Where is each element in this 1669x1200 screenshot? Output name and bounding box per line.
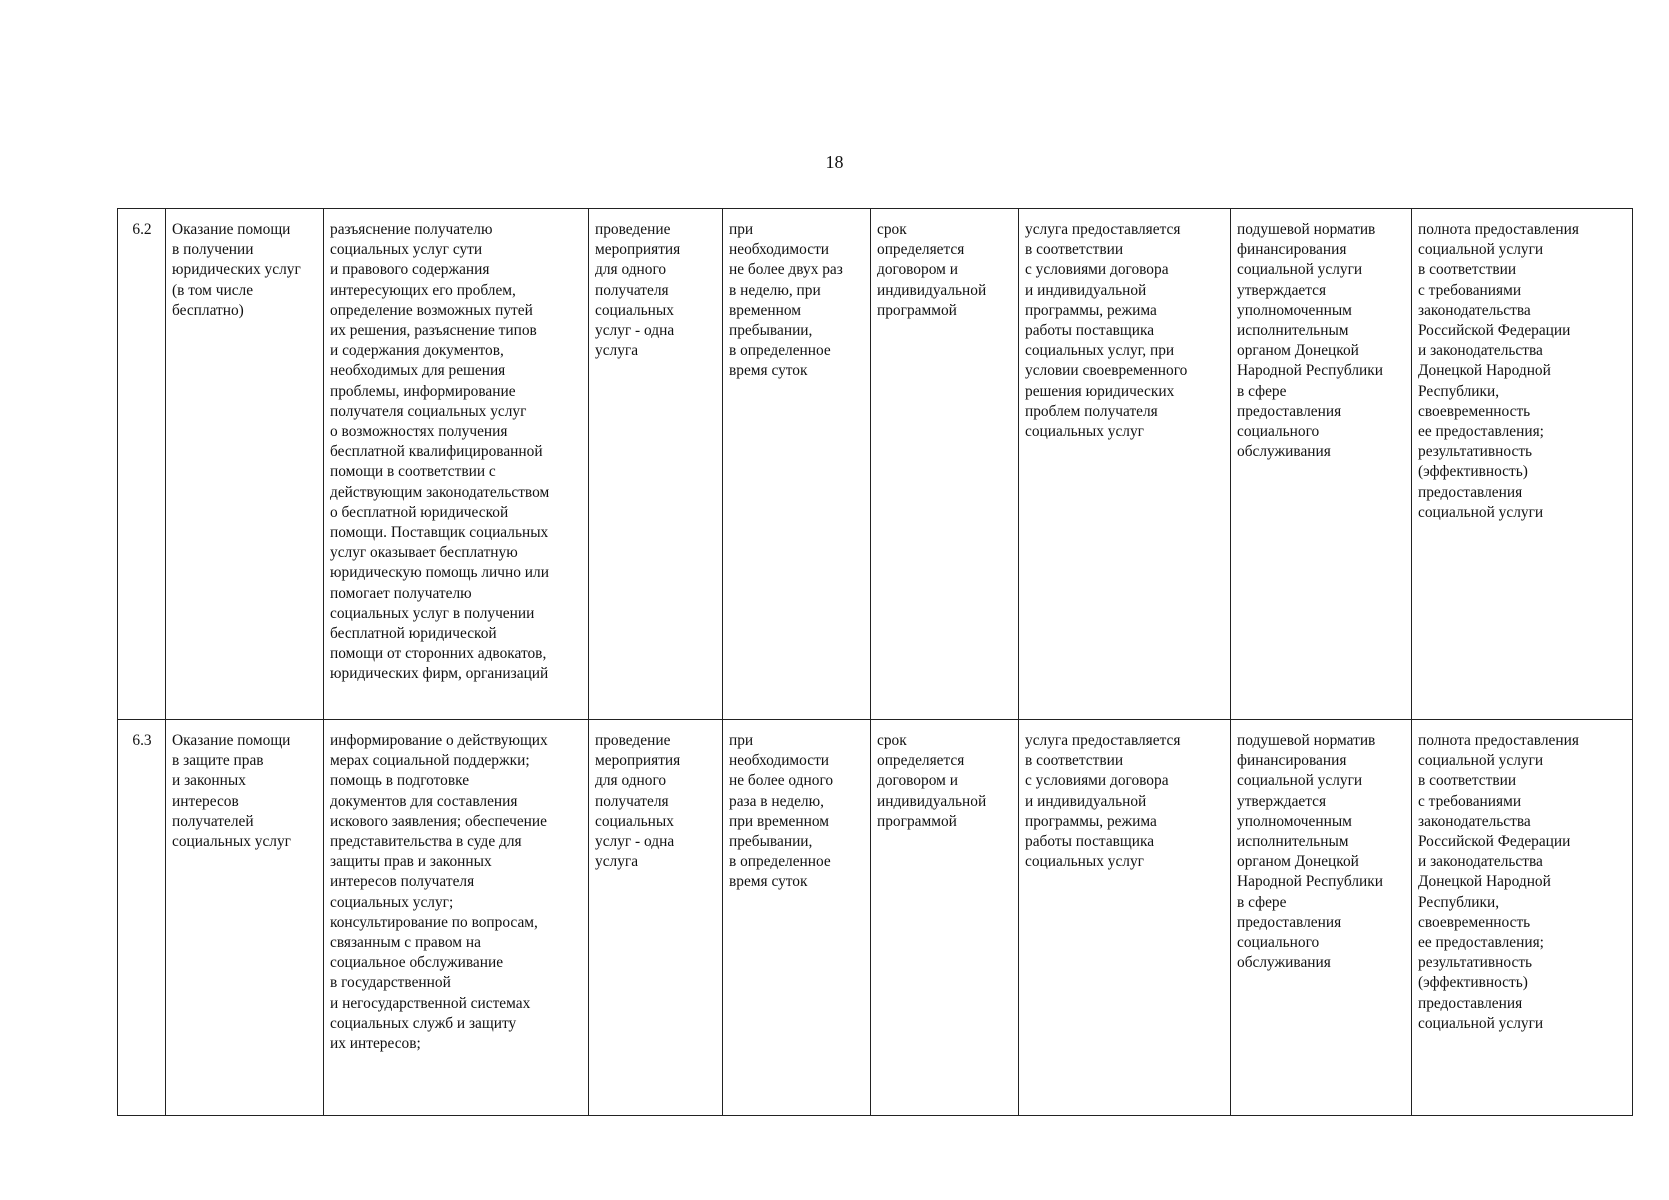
service-financing-cell: подушевой норматив финансирования социальной услуги утверждается уполномоченным исполнительным органом Донецкой Народной Республики в сфере предоставления социального обслуживания — [1231, 720, 1412, 1116]
service-volume-cell: проведение мероприятия для одного получателя социальных услуг - одна услуга — [589, 720, 723, 1116]
service-frequency-cell: при необходимости не более двух раз в неделю, при временном пребывании, в определенное время суток — [723, 209, 871, 720]
page-number: 18 — [825, 152, 844, 172]
service-name-cell: Оказание помощи в получении юридических услуг (в том числе бесплатно) — [166, 209, 324, 720]
service-conditions-cell: услуга предоставляется в соответствии с условиями договора и индивидуальной программы, режима работы поставщика социальных услуг — [1019, 720, 1231, 1116]
service-conditions-cell: услуга предоставляется в соответствии с условиями договора и индивидуальной программы, режима работы поставщика социальных услуг, при условии своевременного решения юридических проблем получателя социальных услуг — [1019, 209, 1231, 720]
row-number-cell: 6.2 — [118, 209, 166, 720]
service-quality-cell: полнота предоставления социальной услуги в соответствии с требованиями законодательства Российской Федерации и законодательства Донецкой Народной Республики, своевременность ее предоставления; результативность (эффективность) предоставления социальной услуги — [1412, 720, 1633, 1116]
service-description-cell: разъяснение получателю социальных услуг сути и правового содержания интересующих его проблем, определение возможных путей их решения, разъяснение типов и содержания документов, необходимых для решения проблемы, информирование получателя социальных услуг о возможностях получения бесплатной квалифицированной помощи в соответствии с действующим законодательством о бесплатной юридической помощи. Поставщик социальных услуг оказывает бесплатную юридическую помощь лично или помогает получателю социальных услуг в получении бесплатной юридической помощи от сторонних адвокатов, юридических фирм, организаций — [324, 209, 589, 720]
services-table — [117, 208, 1633, 1116]
service-name-cell: Оказание помощи в защите прав и законных интересов получателей социальных услуг — [166, 720, 324, 1116]
table-row — [118, 720, 1633, 1116]
table-row — [118, 209, 1633, 720]
service-volume-cell: проведение мероприятия для одного получателя социальных услуг - одна услуга — [589, 209, 723, 720]
service-quality-cell: полнота предоставления социальной услуги в соответствии с требованиями законодательства Российской Федерации и законодательства Донецкой Народной Республики, своевременность ее предоставления; результативность (эффективность) предоставления социальной услуги — [1412, 209, 1633, 720]
service-description-cell: информирование о действующих мерах социальной поддержки; помощь в подготовке документов для составления искового заявления; обеспечение представительства в суде для защиты прав и законных интересов получателя социальных услуг; консультирование по вопросам, связанным с правом на социальное обслуживание в государственной и негосударственной системах социальных служб и защиту их интересов; — [324, 720, 589, 1116]
service-term-cell: срок определяется договором и индивидуальной программой — [871, 209, 1019, 720]
service-term-cell: срок определяется договором и индивидуальной программой — [871, 720, 1019, 1116]
service-financing-cell: подушевой норматив финансирования социальной услуги утверждается уполномоченным исполнительным органом Донецкой Народной Республики в сфере предоставления социального обслуживания — [1231, 209, 1412, 720]
service-frequency-cell: при необходимости не более одного раза в неделю, при временном пребывании, в определенное время суток — [723, 720, 871, 1116]
row-number-cell: 6.3 — [118, 720, 166, 1116]
